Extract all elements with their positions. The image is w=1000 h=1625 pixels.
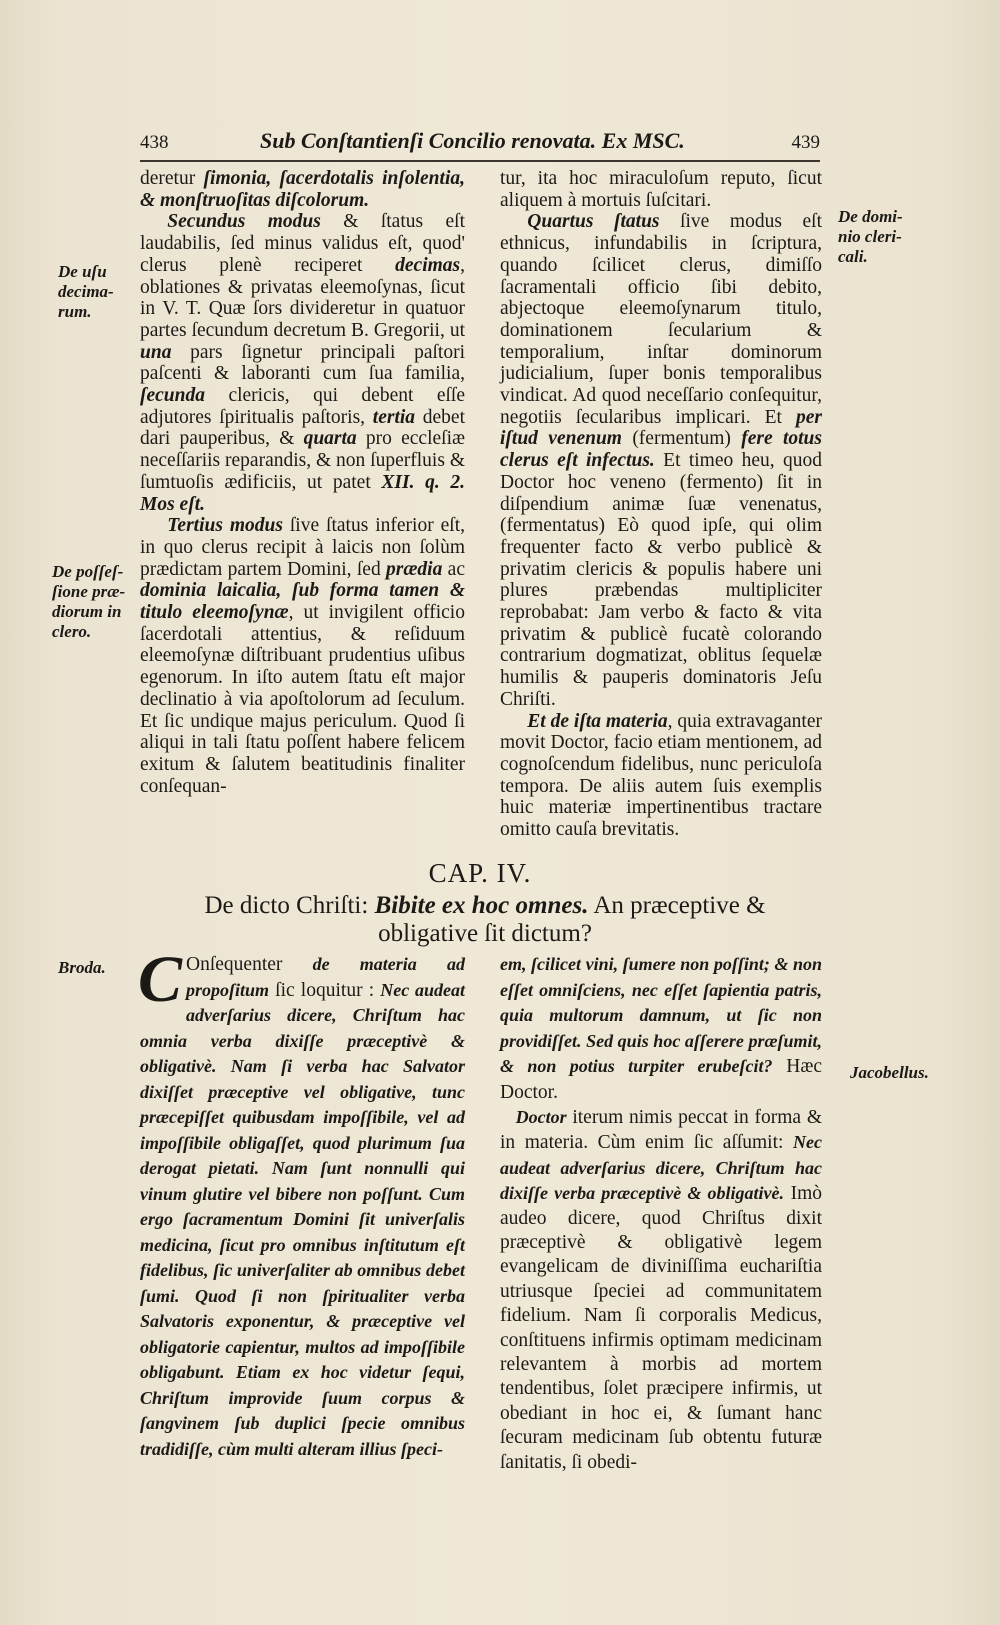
paragraph: C Onſequenter de materia ad propoſitum ſic loquitur : Nec audeat adverſarius dicere, Chriſtum hac omnia verba dixiſſe præceptivè & obligativè. Nam ſi verba hac Salvator dixiſſet præceptive vel obligative, tunc præcepiſſet quibusdam impoſſibile, vel ad impoſſibile obligaſſet, quod plurimum ſua derogat pietati. Nam ſunt nonnulli qui vinum glutire vel bibere non poſſunt. Cum ergo ſacramentum Domini ſit univerſalis medicina, ſicut pro omnibus inſtitutum eſt fidelibus, ſic univerſaliter ab omnibus debet ſumi. Quod ſi non ſpiritualiter verba Salvatoris exponentur, & præceptive vel obligatorie capientur, multos ad impoſſibile obligabunt. Etiam ex hoc videtur ſequi, Chriſtum improvide ſuum corpus & ſangvinem ſub duplici ſpecie omnibus tradidiſſe, cùm multi alteram illius ſpeci- — [138, 943, 466, 1459]
chapter-heading: CAP. IV. — [428, 858, 532, 888]
margin-note: De poſſeſ-ſione præ-diorum in clero. — [52, 562, 126, 641]
header-rule — [140, 160, 820, 162]
page-number-left: 438 — [140, 132, 169, 153]
page-number-right: 439 — [791, 132, 820, 153]
paragraph: Tertius modus ſive ſtatus inferior eſt, in quo clerus recipit à laicis non ſolùm prædictam partem Domini, ſed prædia ac dominia laicalia, ſub forma tamen & titulo eleemoſynæ, ut invigilent officio ſacerdotali attentius, & reſiduum eleemoſynæ diſtribuant prudentius uſibus egenorum. In iſto autem ſtatu eſt major declinatio à via apoſtolorum ad ſeculum. Et ſic undique majus periculum. Quod ſi aliqui in tali ſtatu poſſent habere felicem exitum & ſalutem beatitudinis finaliter conſequan- — [140, 515, 465, 797]
margin-note: De uſu decima-rum. — [58, 262, 114, 321]
paragraph: Secundus modus & ſtatus eſt laudabilis, ſed minus validus eſt, quod' clerus plenè reciperet decimas, oblationes & privatas eleemoſynas, ſicut in V. T. Quæ ſors divideretur in quatuor partes ſecundum decretum B. Gregorii, ut una pars ſignetur principali paſtori paſcenti & laboranti cum ſua familia, ſecunda clericis, qui debent eſſe adjutores ſpiritualis paſtoris, tertia debet dari pauperibus, & quarta pro eccleſiæ neceſſariis reparandis, & non ſuperfluis & ſumtuoſis ædificiis, ut patet XII. q. 2. Mos eſt. — [140, 211, 466, 515]
left-column-lower — [138, 943, 466, 1462]
right-column — [500, 168, 822, 841]
margin-note: Broda. — [58, 958, 106, 977]
paragraph: Doctor iterum nimis peccat in forma & in materia. Cùm enim ſic aſſumit: Nec audeat adverſarius dicere, Chriſtum hac dixiſſe verba præceptivè & obligativè. Imò audeo dicere, quod Chriſtus dixit præceptivè & obligativè legem evangelicam de diviniſſima euchariſtia utriusque ſpeciei ad communitatem fidelium. Nam ſi corporalis Medicus, conſtituens infirmis optimam medicinam relevantem à morbis ad mortem tendentibus, ſolet præcipere infirmis, ut obediant in hoc ei, & ſumant hanc ſecuram medicinam ſub obtentu futuræ ſanitatis, ſi obedi- — [500, 1107, 822, 1473]
drop-cap: C — [138, 943, 183, 1016]
chapter-subtitle: De dicto Chriſti: Bibite ex hoc omnes. An præceptive & obligative ſit dictum? — [204, 892, 766, 947]
paragraph: deretur ſimonia, ſacerdotalis inſolentia, & monſtruoſitas diſcolorum. — [140, 168, 465, 211]
margin-note: De domi-nio cleri-cali. — [838, 207, 903, 266]
paragraph: tur, ita hoc miraculoſum reputo, ſicut aliquem à mortuis ſuſcitari. — [500, 168, 822, 211]
paragraph: Quartus ſtatus ſive modus eſt ethnicus, infundabilis in ſcriptura, quando ſcilicet clerus, dimiſſo ſacramentali officio ſibi debito, abjectoque eleemoſynarum titulo, dominationem ſecularium & temporalium, inſtar dominorum judicialium, ſuper bonis temporalibus vindicat. Ad quod neceſſario conſequitur, negotiis ſecularibus implicari. Et per iſtud venenum (fermentum) fere totus clerus eſt infectus. Et timeo heu, quod Doctor hoc veneno (fermento) ſit in diſpendium animæ ſuæ venenatus, (fermentatus) Eò quod ipſe, qui olim frequenter facto & verbo publicè & privatim clericis & populis habere uni plures præbendas multipliciter reprobabat: Jam verbo & facto & vita privatim & publicè fucatè colorando contrarium dogmatizat, oblitus ſequelæ humilis & pauperis dominatoris Jeſu Chriſti. — [500, 211, 822, 710]
left-column — [140, 168, 465, 797]
paragraph: em, ſcilicet vini, ſumere non poſſint; & non eſſet omniſciens, nec eſſet ſapientia patris, quia multorum damnum, ut ſic non providiſſet. Sed quis hoc aſſerere præſumit, & non potius turpiter erubeſcit? Hæc Doctor. — [500, 954, 822, 1103]
running-title: Sub Conſtantienſi Concilio renovata. Ex MSC. — [260, 128, 685, 153]
margin-note: Jacobellus. — [850, 1063, 929, 1082]
right-column-lower — [500, 952, 822, 1475]
running-header — [140, 128, 820, 158]
paragraph: Et de iſta materia, quia extravaganter movit Doctor, facio etiam mentionem, ad cognoſcendum fidelibus, nunc periculoſa tempora. De aliis autem ſuis exemplis huic materiæ impertinentibus tractare omitto cauſa brevitatis. — [500, 710, 823, 841]
